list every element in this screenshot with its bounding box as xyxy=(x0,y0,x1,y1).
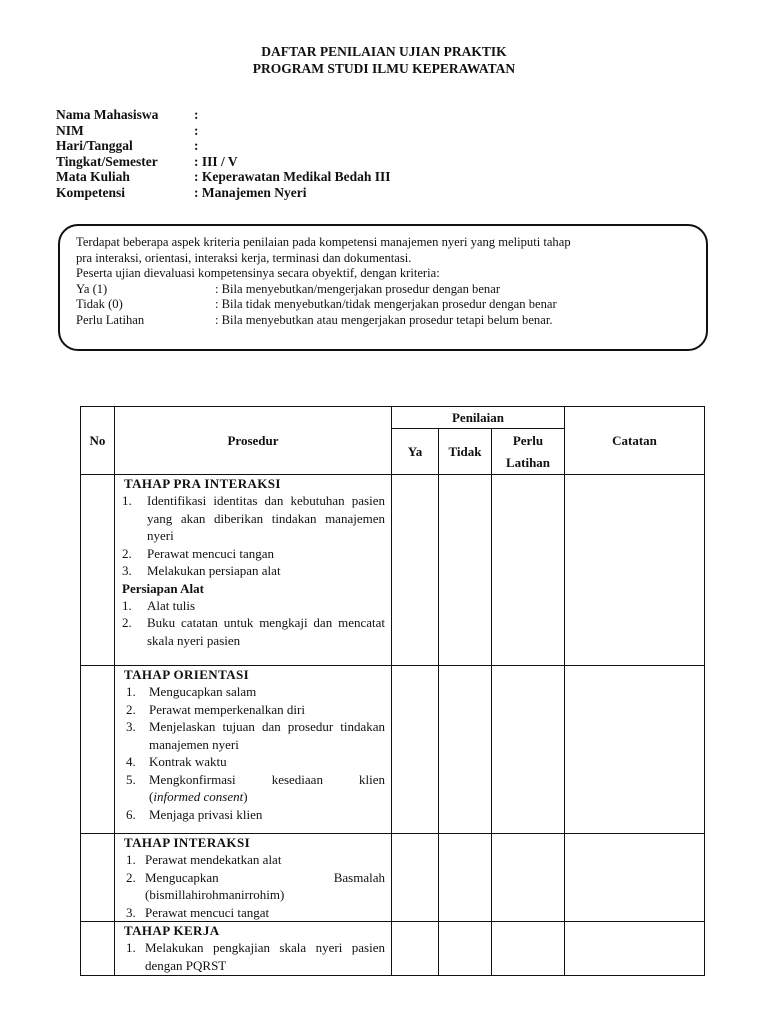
identity-label: Kompetensi xyxy=(56,184,125,200)
identity-value: : xyxy=(194,138,199,154)
identity-row-kompetensi xyxy=(56,185,391,201)
assessment-table xyxy=(80,406,705,976)
cell-prosedur xyxy=(115,922,392,976)
list-item: 1. Melakukan pengkajian skala nyeri pasien dengan PQRST xyxy=(126,940,385,973)
list-item: 2. Mengucapkan Basmalah (bismillahirohmanirrohim) xyxy=(126,869,385,902)
cell-perlu-latihan[interactable] xyxy=(492,834,565,922)
list-item: 1. Identifikasi identitas dan kebutuhan pasien yang akan diberikan tindakan manajemen nyeri xyxy=(122,493,385,543)
cell-no xyxy=(81,666,115,834)
identity-label: Tingkat/Semester xyxy=(56,153,158,169)
section-title: TAHAP PRA INTERAKSI xyxy=(124,476,281,491)
list-item: 6. Menjaga privasi klien xyxy=(126,806,263,822)
subsection-title: Persiapan Alat xyxy=(122,580,204,596)
cell-ya[interactable] xyxy=(392,666,439,834)
cell-catatan[interactable] xyxy=(565,475,705,666)
identity-label: NIM xyxy=(56,122,84,138)
criteria-key: Tidak (0) xyxy=(76,297,123,311)
table-row-interaksi xyxy=(81,834,705,922)
criteria-key: Perlu Latihan xyxy=(76,312,145,327)
cell-no xyxy=(81,475,115,666)
table-row-kerja xyxy=(81,922,705,976)
identity-row-matakuliah xyxy=(56,169,391,185)
header-perlu-latihan xyxy=(492,429,565,475)
criteria-text: Peserta ujian dievaluasi kompetensinya secara obyektif, dengan kriteria: xyxy=(76,266,440,280)
list-item: 1. Mengucapkan salam xyxy=(126,684,257,699)
cell-perlu-latihan[interactable] xyxy=(492,475,565,666)
cell-tidak[interactable] xyxy=(439,834,492,922)
cell-catatan[interactable] xyxy=(565,834,705,922)
list-item: 1. Perawat mendekatkan alat xyxy=(126,852,282,867)
identity-label: Nama Mahasiswa xyxy=(56,107,159,122)
identity-row-nim xyxy=(56,123,391,139)
identity-label: Mata Kuliah xyxy=(56,169,130,185)
header-perlu: Perlu xyxy=(512,432,544,448)
header-ya: Ya xyxy=(392,429,439,475)
table-row-pra-interaksi xyxy=(81,475,705,666)
cell-prosedur xyxy=(115,475,392,666)
table-row-orientasi xyxy=(81,666,705,834)
header-no: No xyxy=(81,407,115,475)
identity-block xyxy=(56,107,391,201)
header-tidak: Tidak xyxy=(439,429,492,475)
header-penilaian: Penilaian xyxy=(392,407,565,429)
section-title: TAHAP KERJA xyxy=(124,923,220,938)
identity-row-tanggal xyxy=(56,138,391,154)
cell-no xyxy=(81,922,115,976)
identity-row-nama xyxy=(56,107,391,123)
identity-value: : Keperawatan Medikal Bedah III xyxy=(194,169,391,185)
section-title: TAHAP ORIENTASI xyxy=(124,667,250,682)
header-latihan: Latihan xyxy=(505,454,551,470)
criteria-item-perlu-latihan xyxy=(76,313,692,329)
criteria-key: Ya (1) xyxy=(76,281,108,296)
header-catatan: Catatan xyxy=(565,407,705,475)
criteria-desc: : Bila menyebutkan/mengerjakan prosedur dengan benar xyxy=(215,281,501,296)
identity-value: : Manajemen Nyeri xyxy=(194,184,307,200)
list-item: 2. Buku catatan untuk mengkaji dan mencatat skala nyeri pasien xyxy=(122,615,385,648)
list-item: 3. Menjelaskan tujuan dan prosedur tindakan manajemen nyeri xyxy=(126,719,385,752)
cell-catatan[interactable] xyxy=(565,922,705,976)
list-item: 1. Alat tulis xyxy=(122,597,196,613)
cell-no xyxy=(81,834,115,922)
cell-ya[interactable] xyxy=(392,834,439,922)
list-item: 5. Mengkonfirmasi kesediaan klien (informed consent) xyxy=(126,771,385,804)
identity-value: : xyxy=(194,107,199,122)
section-title: TAHAP INTERAKSI xyxy=(124,835,251,850)
list-item: 2. Perawat memperkenalkan diri xyxy=(126,701,305,717)
identity-value: : III / V xyxy=(194,153,238,169)
cell-ya[interactable] xyxy=(392,475,439,666)
cell-ya[interactable] xyxy=(392,922,439,976)
list-item: 3. Melakukan persiapan alat xyxy=(122,563,281,578)
criteria-desc: : Bila menyebutkan atau mengerjakan prosedur tetapi belum benar. xyxy=(215,312,553,327)
cell-prosedur xyxy=(115,834,392,922)
criteria-item-tidak xyxy=(76,297,692,313)
criteria-box xyxy=(58,224,708,351)
criteria-desc: : Bila tidak menyebutkan/tidak mengerjakan prosedur dengan benar xyxy=(215,297,557,311)
cell-perlu-latihan[interactable] xyxy=(492,922,565,976)
header-prosedur: Prosedur xyxy=(115,407,392,475)
cell-catatan[interactable] xyxy=(565,666,705,834)
document-subtitle: PROGRAM STUDI ILMU KEPERAWATAN xyxy=(252,61,516,76)
criteria-text: Terdapat beberapa aspek kriteria penilaian pada kompetensi manajemen nyeri yang meliputi tahap xyxy=(76,235,571,249)
identity-value: : xyxy=(194,122,199,138)
cell-tidak[interactable] xyxy=(439,666,492,834)
cell-tidak[interactable] xyxy=(439,475,492,666)
identity-label: Hari/Tanggal xyxy=(56,138,133,154)
criteria-text: pra interaksi, orientasi, interaksi kerja, terminasi dan dokumentasi. xyxy=(76,250,412,265)
list-item: 2. Perawat mencuci tangan xyxy=(122,545,275,561)
criteria-item-ya xyxy=(76,282,692,298)
cell-prosedur xyxy=(115,666,392,834)
document-title: DAFTAR PENILAIAN UJIAN PRAKTIK xyxy=(261,44,507,59)
list-item: 4. Kontrak waktu xyxy=(126,754,227,769)
cell-tidak[interactable] xyxy=(439,922,492,976)
list-item: 3. Perawat mencuci tangat xyxy=(126,904,270,920)
identity-row-tingkat xyxy=(56,154,391,170)
cell-perlu-latihan[interactable] xyxy=(492,666,565,834)
